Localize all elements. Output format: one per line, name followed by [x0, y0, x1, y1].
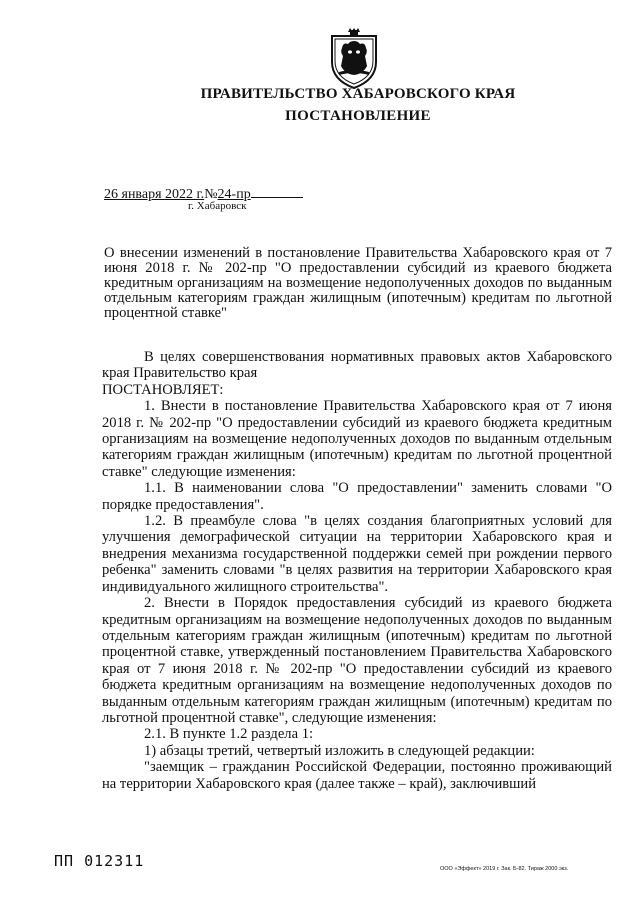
paragraph-item-1-2: 1.2. В преамбуле слова "в целях создания благоприятных условий для улучшения демографической ситуации на территории Хабаровского края и внедрения механизма государственной поддержки семей при рождении первого ребенка" заменить словами "в целях развития на территории Хабаровского края индивидуального жилищного строительства". [102, 513, 612, 595]
document-date: 26 января 2022 г. [104, 187, 205, 202]
government-name: ПРАВИТЕЛЬСТВО ХАБАРОВСКОГО КРАЯ [200, 86, 516, 102]
number-label: № [204, 187, 218, 202]
printing-imprint: ООО «Эффект» 2019 г. Зак. Б-82. Тираж 2000 экз. [440, 866, 569, 872]
document-code: ПП 012311 [54, 852, 145, 870]
paragraph-item-1: 1. Внести в постановление Правительства Хабаровского края от 7 июня 2018 г. № 202-пр "О предоставлении субсидий из краевого бюджета кредитным организациям на возмещение недополученных доходов по выданным отдельным категориям граждан жилищным (ипотечным) кредитам по льготной процентной ставке" следующие изменения: [102, 398, 612, 480]
paragraph-item-1-1: 1.1. В наименовании слова "О предоставлении" заменить словами "О порядке предоставления". [102, 480, 612, 513]
paragraph-resolves: ПОСТАНОВЛЯЕТ: [102, 381, 224, 398]
document-body [102, 349, 612, 792]
document-type: ПОСТАНОВЛЕНИЕ [285, 108, 431, 124]
paragraph-borrower-definition: "заемщик – гражданин Российской Федерации, постоянно проживающий на территории Хабаровского края (далее также – край), заключивший [102, 759, 612, 792]
paragraph-subitem-1: 1) абзацы третий, четвертый изложить в следующей редакции: [144, 742, 535, 759]
number-underline [251, 185, 303, 198]
paragraph-preamble: В целях совершенствования нормативных правовых актов Хабаровского края Правительство края [102, 349, 612, 382]
paragraph-item-2-1: 2.1. В пункте 1.2 раздела 1: [144, 726, 314, 743]
coat-of-arms-icon [329, 28, 379, 90]
document-number: 24-пр [217, 187, 251, 202]
paragraph-item-2: 2. Внести в Порядок предоставления субсидий из краевого бюджета кредитным организациям на возмещение недополученных доходов по выданным отдельным категориям граждан жилищным (ипотечным) кредитам по льготной процентной ставке, утвержденный постановлением Правительства Хабаровского края от 7 июня 2018 г. № 202-пр "О предоставлении субсидий из краевого бюджета кредитным организациям на возмещение недополученных доходов по выданным отдельным категориям граждан жилищным (ипотечным) кредитам по льготной процентной ставке", следующие изменения: [102, 595, 612, 726]
document-title: О внесении изменений в постановление Правительства Хабаровского края от 7 июня 2018 г. № 202-пр "О предоставлении субсидий из краевого бюджета кредитным организациям на возмещение недополученных доходов по выданным отдельным категориям граждан жилищным (ипотечным) кредитам по льготной процентной ставке" [104, 245, 612, 321]
city: г. Хабаровск [188, 200, 247, 212]
